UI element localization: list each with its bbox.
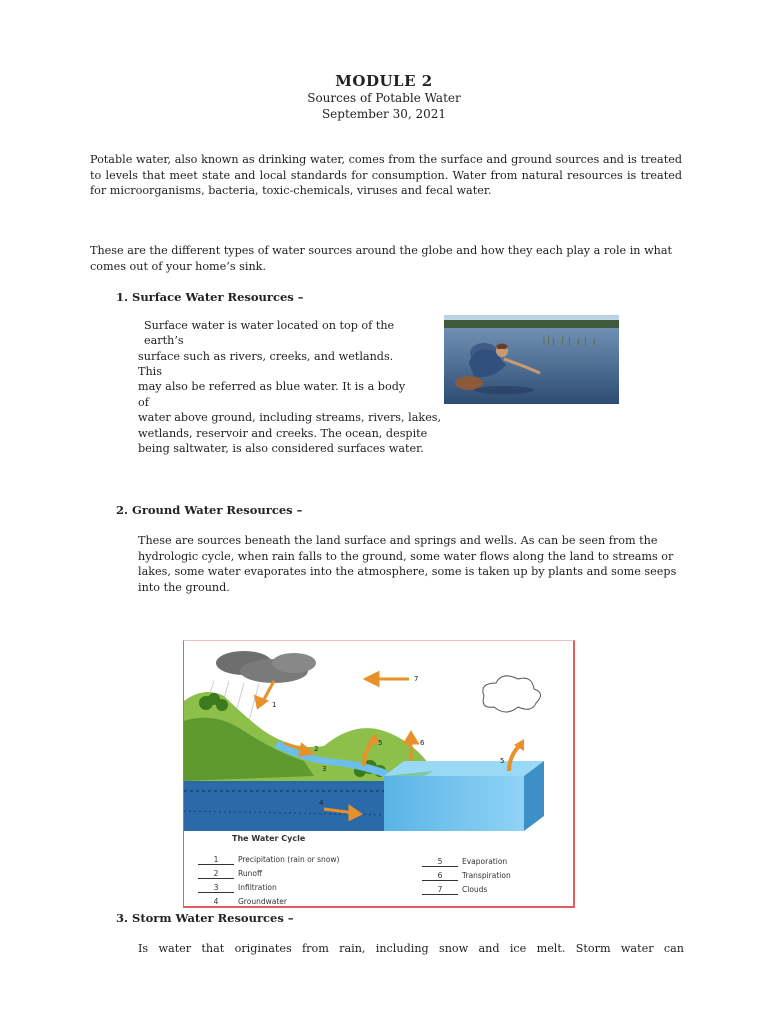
legend-item: [422, 871, 511, 881]
legend-number: 1: [198, 855, 234, 865]
legend-item: [422, 885, 487, 895]
section-1-line: wetlands, reservoir and creeks. The ocean, despite: [138, 427, 428, 440]
legend-number: 5: [422, 857, 458, 867]
intro-paragraph-2: These are the different types of water sources around the globe and how they each play a role in what comes out of your home’s sink.: [90, 244, 673, 273]
section-1-line: of: [138, 396, 149, 409]
legend-label: Transpiration: [462, 871, 511, 880]
lake-photo-image: [444, 315, 619, 404]
water-cycle-diagram: [184, 641, 575, 831]
section-1-line: earth’s: [144, 334, 184, 347]
section-2-heading: 2. Ground Water Resources –: [116, 503, 303, 517]
cloud-icon: [483, 676, 541, 712]
marker-7: 7: [414, 675, 419, 683]
water-cycle-figure: [183, 640, 575, 908]
module-title: MODULE 2: [335, 72, 433, 90]
section-1-line: Surface water is water located on top of the: [144, 319, 395, 332]
section-1-line: may also be referred as blue water. It is a body: [138, 380, 406, 393]
module-date: September 30, 2021: [321, 107, 447, 121]
marker-5b: 5: [500, 757, 505, 765]
lake-photo: [444, 315, 619, 404]
marker-6: 6: [420, 739, 425, 747]
section-1-line: being saltwater, is also considered surfaces water.: [138, 442, 424, 455]
intro-paragraph-1: Potable water, also known as drinking water, comes from the surface and ground sources and is treated to levels that meet state and local standards for consumption. Water from natural resources is treated for microorganisms, bacteria, toxic-chemicals, viruses and fecal water.: [90, 153, 682, 197]
figure-caption: The Water Cycle: [232, 834, 306, 843]
legend-item: [198, 897, 287, 906]
marker-1: 1: [272, 701, 277, 709]
section-1-line: This: [138, 365, 162, 378]
section-2-paragraph: These are sources beneath the land surface and springs and wells. As can be seen from the hydrologic cycle, when rain falls to the ground, some water flows along the land to streams or lakes, some water evaporates into the atmosphere, some is taken up by plants and some seeps into the ground.: [138, 534, 677, 594]
legend-label: Groundwater: [238, 897, 287, 906]
legend-item: [198, 869, 262, 879]
legend-label: Clouds: [462, 885, 488, 894]
legend-number: 6: [422, 871, 458, 881]
marker-5a: 5: [378, 739, 383, 747]
legend-number: 2: [198, 869, 234, 879]
marker-4: 4: [319, 799, 324, 807]
legend-number: 4: [213, 897, 219, 906]
section-3-paragraph: Is water that originates from rain, including snow and ice melt. Storm water can: [138, 942, 684, 955]
legend-number: 3: [198, 883, 234, 893]
section-1-heading: 1. Surface Water Resources –: [116, 290, 304, 304]
legend-label: Evaporation: [462, 857, 508, 866]
module-subtitle: Sources of Potable Water: [307, 91, 461, 105]
legend-item: [198, 883, 277, 893]
legend-number: 7: [422, 885, 458, 895]
legend-label: Precipitation (rain or snow): [238, 855, 340, 864]
section-1-line: surface such as rivers, creeks, and wetlands.: [138, 350, 394, 363]
legend-label: Runoff: [238, 869, 263, 878]
marker-3: 3: [322, 765, 327, 773]
legend-item: [422, 857, 507, 867]
section-3-heading: 3. Storm Water Resources –: [116, 911, 294, 925]
section-1-line: water above ground, including streams, rivers, lakes,: [138, 411, 442, 424]
legend-item: [198, 855, 339, 865]
legend-label: Infiltration: [238, 883, 277, 892]
marker-2: 2: [314, 745, 319, 753]
